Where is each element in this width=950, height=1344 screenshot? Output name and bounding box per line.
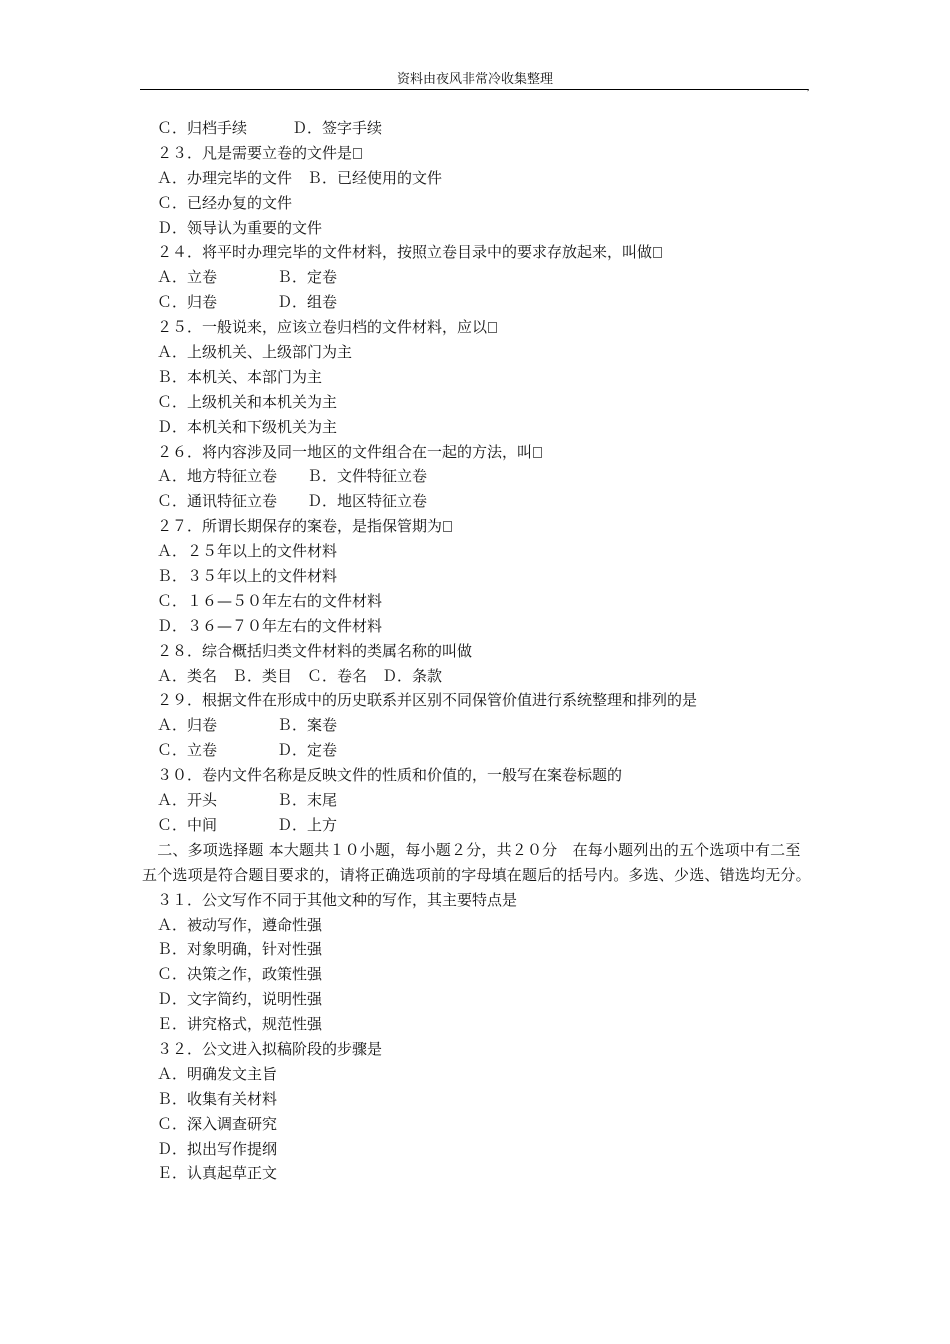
text-line: Ｃ．通讯特征立卷 Ｄ．地区特征立卷 <box>142 492 428 511</box>
text-line: Ｂ．对象明确，针对性强 <box>142 940 323 959</box>
text-line: Ａ．被动写作，遵命性强 <box>142 915 323 934</box>
text-line: Ａ．办理完毕的文件 Ｂ．已经使用的文件 <box>142 168 443 187</box>
header-rule <box>140 89 808 90</box>
question-32: ３２．公文进入拟稿阶段的步骤是 <box>142 1039 383 1058</box>
question-31: ３１．公文写作不同于其他文种的写作，其主要特点是 <box>142 890 518 909</box>
text-line: Ａ．归卷 Ｂ．案卷 <box>142 716 338 735</box>
question-23: ２３．凡是需要立卷的文件是 <box>142 141 812 166</box>
text-line: Ｃ．决策之作，政策性强 <box>142 965 323 984</box>
text-line: Ａ．２５年以上的文件材料 <box>142 542 338 561</box>
text-line: Ｅ．讲究格式，规范性强 <box>142 1015 323 1034</box>
text-line: Ｂ．本机关、本部门为主 <box>142 367 323 386</box>
text-line: Ｄ．本机关和下级机关为主 <box>142 417 338 436</box>
header-mark: , <box>807 83 810 93</box>
question-24: ２４．将平时办理完毕的文件材料，按照立卷目录中的要求存放起来，叫做 <box>142 240 812 265</box>
question-29: ２９．根据文件在形成中的历史联系并区别不同保管价值进行系统整理和排列的是 <box>142 691 698 710</box>
blank-box-icon <box>443 521 452 532</box>
text-line: Ｃ．已经办复的文件 <box>142 193 293 212</box>
text-line: Ａ．开头 Ｂ．末尾 <box>142 791 338 810</box>
question-30: ３０．卷内文件名称是反映文件的性质和价值的，一般写在案卷标题的 <box>142 766 623 785</box>
text-line: Ｂ．收集有关材料 <box>142 1089 278 1108</box>
text-line: Ｃ．归卷 Ｄ．组卷 <box>142 293 338 312</box>
text-line: Ａ．地方特征立卷 Ｂ．文件特征立卷 <box>142 467 428 486</box>
blank-box-icon <box>533 447 542 458</box>
text-line: Ｃ．立卷 Ｄ．定卷 <box>142 741 338 760</box>
text-line: Ｃ．１６—５０年左右的文件材料 <box>142 591 383 610</box>
text-line: Ａ．类名 Ｂ．类目 Ｃ．卷名 Ｄ．条款 <box>142 666 443 685</box>
blank-box-icon <box>488 322 497 333</box>
blank-box-icon <box>653 247 662 258</box>
text-line: Ｃ．归档手续 Ｄ．签字手续 <box>142 119 383 137</box>
text-line: Ａ．明确发文主旨 <box>142 1064 278 1083</box>
blank-box-icon <box>353 148 362 159</box>
text-line: Ｄ．领导认为重要的文件 <box>142 218 323 237</box>
text-line: Ｄ．文字简约，说明性强 <box>142 990 323 1009</box>
text-line: Ａ．立卷 Ｂ．定卷 <box>142 268 338 287</box>
text-line: Ｄ．拟出写作提纲 <box>142 1139 278 1158</box>
text-line: Ｄ．３６—７０年左右的文件材料 <box>142 616 383 635</box>
text-line: Ｅ．认真起草正文 <box>142 1164 278 1183</box>
text-line: Ｃ．中间 Ｄ．上方 <box>142 815 338 834</box>
question-26: ２６．将内容涉及同一地区的文件组合在一起的方法，叫 <box>142 440 812 465</box>
text-line: Ｂ．３５年以上的文件材料 <box>142 567 338 586</box>
question-28: ２８．综合概括归类文件材料的类属名称的叫做 <box>142 641 473 660</box>
question-27: ２７．所谓长期保存的案卷，是指保管期为 <box>142 514 812 539</box>
page-header: 资料由夜风非常冷收集整理 <box>396 72 553 87</box>
text-line: Ａ．上级机关、上级部门为主 <box>142 343 353 362</box>
section-intro: 二、多项选择题 本大题共１０小题，每小题２分，共２０分 在每小题列出的五个选项中有二至五个选项是符合题目要求的，请将正确选项前的字母填在题后的括号内。多选、少选、错选均无分。 <box>142 840 811 884</box>
text-line: Ｃ．深入调查研究 <box>142 1114 278 1133</box>
text-line: Ｃ．上级机关和本机关为主 <box>142 392 338 411</box>
document-body <box>142 116 812 1186</box>
question-25: ２５．一般说来，应该立卷归档的文件材料，应以 <box>142 315 812 340</box>
